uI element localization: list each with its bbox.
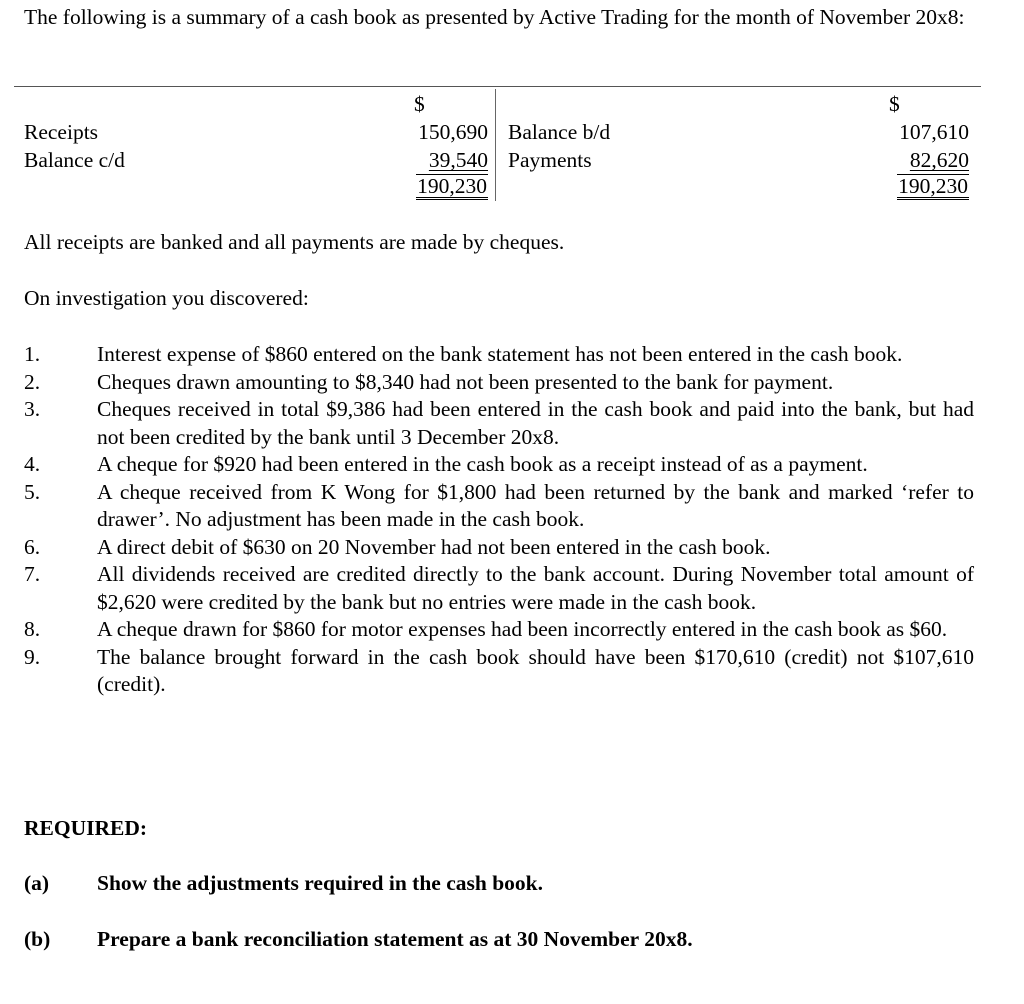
item-text: A cheque drawn for $860 for motor expenses had been incorrectly entered in the cash book as $60.	[97, 617, 948, 641]
required-part-b	[24, 926, 693, 954]
left-row-amount-wrap	[390, 147, 488, 175]
right-row-amount: 107,610	[899, 120, 969, 144]
item-text: Cheques drawn amounting to $8,340 had not been presented to the bank for payment.	[97, 369, 834, 394]
list-item	[24, 616, 974, 644]
right-row-label: Balance b/d	[508, 120, 611, 144]
left-row-label: Balance c/d	[24, 148, 125, 172]
table-top-rule	[14, 86, 981, 87]
item-number: 2.	[24, 369, 41, 394]
item-text: Interest expense of $860 entered on the bank statement has not been entered in the cash book.	[97, 342, 903, 366]
item-number: 1.	[24, 342, 41, 366]
investigation-lead: On investigation you discovered:	[24, 286, 309, 310]
list-item	[24, 534, 974, 562]
left-row-amount: 39,540	[428, 148, 488, 172]
right-row-label: Payments	[508, 148, 592, 172]
list-item	[24, 561, 974, 616]
left-row-amount: 150,690	[418, 120, 488, 144]
item-text: The balance brought forward in the cash book should have been $170,610 (credit) not $107,610 (credit).	[97, 644, 974, 696]
item-text: A cheque received from K Wong for $1,800 had been returned by the bank and marked ‘refer to drawer’. No adjustment has been made in the cash book.	[97, 479, 974, 531]
left-total-wrap	[390, 173, 488, 201]
list-item	[24, 369, 974, 397]
item-number: 3.	[24, 397, 41, 421]
list-item	[24, 644, 974, 699]
left-row-label: Receipts	[24, 120, 99, 144]
right-total-wrap	[869, 173, 969, 201]
right-currency-header: $	[889, 92, 900, 116]
intro-paragraph: The following is a summary of a cash book as presented by Active Trading for the month of November 20x8:	[24, 5, 965, 29]
right-total: 190,230	[898, 174, 968, 198]
item-number: 9.	[24, 644, 41, 669]
part-label: (b)	[24, 927, 51, 951]
right-row-amount-wrap	[869, 147, 969, 175]
item-number: 5.	[24, 479, 41, 504]
item-number: 8.	[24, 617, 41, 641]
list-item	[24, 396, 974, 451]
left-currency-header: $	[414, 92, 425, 116]
item-number: 6.	[24, 534, 41, 559]
item-number: 7.	[24, 562, 41, 586]
required-part-a	[24, 870, 543, 898]
part-label: (a)	[24, 871, 50, 895]
receipts-statement: All receipts are banked and all payments are made by cheques.	[24, 230, 565, 254]
required-heading: REQUIRED:	[24, 816, 148, 840]
left-total: 190,230	[417, 174, 487, 198]
item-number: 4.	[24, 452, 41, 476]
right-row-amount: 82,620	[909, 148, 969, 172]
list-item	[24, 341, 974, 369]
part-text: Prepare a bank reconciliation statement as at 30 November 20x8.	[97, 927, 693, 951]
part-text: Show the adjustments required in the cash book.	[97, 871, 543, 895]
item-text: A direct debit of $630 on 20 November had not been entered in the cash book.	[97, 534, 771, 559]
item-text: All dividends received are credited directly to the bank account. During November total amount of $2,620 were credited by the bank but no entries were made in the cash book.	[97, 562, 974, 614]
item-text: Cheques received in total $9,386 had been entered in the cash book and paid into the bank, but had not been credited by the bank until 3 December 20x8.	[97, 397, 974, 449]
list-item	[24, 479, 974, 534]
list-item	[24, 451, 974, 479]
discoveries-list	[24, 341, 974, 699]
cash-book-summary	[14, 89, 981, 201]
ledger-divider	[495, 89, 496, 201]
item-text: A cheque for $920 had been entered in the cash book as a receipt instead of as a payment.	[97, 452, 868, 476]
